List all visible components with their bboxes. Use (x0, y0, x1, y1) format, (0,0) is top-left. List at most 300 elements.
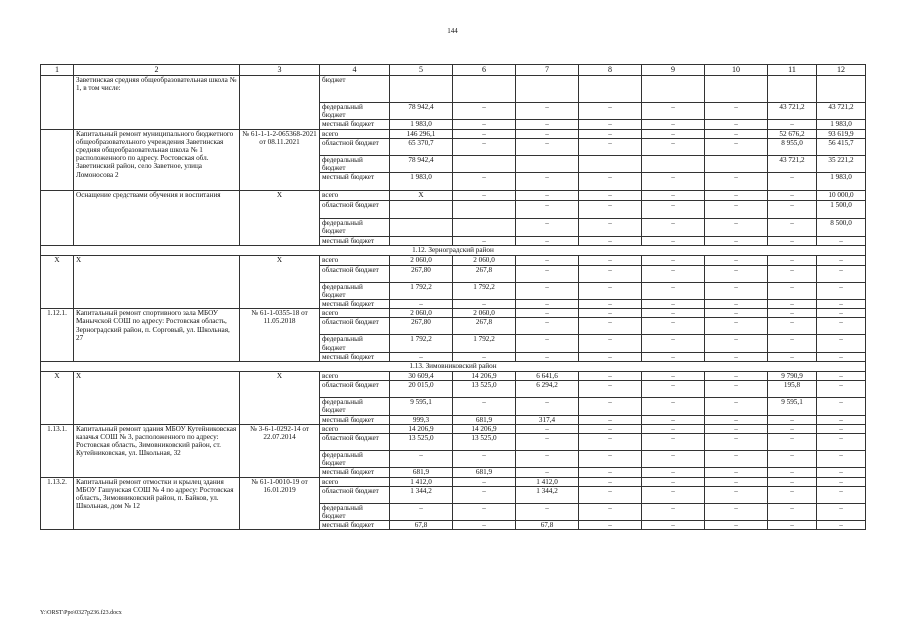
table-cell: – (705, 265, 768, 282)
table-cell: X (390, 191, 453, 201)
table-cell: X (240, 191, 320, 246)
table-cell: 681,9 (390, 468, 453, 477)
table-cell (390, 76, 453, 103)
table-cell: всего (320, 477, 390, 486)
table-cell: 13 525,0 (453, 381, 516, 398)
column-header: 6 (453, 65, 516, 76)
table-cell: – (516, 468, 579, 477)
table-cell: – (453, 398, 516, 415)
table-cell: – (579, 120, 642, 129)
table-row (41, 191, 866, 201)
table-cell: – (817, 486, 866, 503)
table-cell: – (705, 372, 768, 381)
table-cell: областной бюджет (320, 201, 390, 219)
table-cell: – (642, 103, 705, 120)
table-cell: – (817, 468, 866, 477)
section-row (41, 362, 866, 372)
table-cell (579, 76, 642, 103)
table-cell: – (642, 309, 705, 318)
table-cell: всего (320, 191, 390, 201)
table-cell: – (516, 256, 579, 265)
table-cell: – (453, 237, 516, 246)
table-cell: – (642, 237, 705, 246)
table-cell: – (768, 451, 817, 468)
table-cell: – (768, 300, 817, 309)
table-cell: – (817, 282, 866, 299)
table-cell: 1 983,0 (390, 120, 453, 129)
table-cell: – (817, 434, 866, 451)
table-cell: – (817, 372, 866, 381)
table-cell: – (516, 191, 579, 201)
table-cell: – (768, 173, 817, 191)
table-cell: – (579, 468, 642, 477)
table-cell: областной бюджет (320, 486, 390, 503)
table-cell: – (579, 372, 642, 381)
table-cell: – (642, 468, 705, 477)
table-cell: – (817, 424, 866, 433)
table-cell: № 3-6-1-0292-14 от 22.07.2014 (240, 424, 320, 477)
table-cell: – (705, 237, 768, 246)
table-cell: – (705, 120, 768, 129)
table-cell: 317,4 (516, 415, 579, 424)
table-cell: федеральный бюджет (320, 282, 390, 299)
table-cell: – (642, 424, 705, 433)
table-cell: – (453, 477, 516, 486)
table-cell: всего (320, 309, 390, 318)
table-cell: 2 060,0 (453, 256, 516, 265)
table-cell: 14 206,9 (453, 372, 516, 381)
table-cell (768, 76, 817, 103)
table-cell: – (705, 381, 768, 398)
table-cell: 267,8 (453, 318, 516, 335)
table-cell: – (516, 424, 579, 433)
table-cell: Капитальный ремонт здания МБОУ Кутейниковская казачья СОШ № 3, расположенного по адресу: Ростовская область, Зимовниковский район, ст. Кутейниковская, ул. Школьная, 32 (74, 424, 240, 477)
table-row (41, 477, 866, 486)
table-cell: Капитальный ремонт отмостки и крылец здания МБОУ Гашунская СОШ № 4 по адресу: Ростовская область, Зимовниковский район, п. Байков, ул. Школьная, дом № 12 (74, 477, 240, 530)
table-cell: 9 790,9 (768, 372, 817, 381)
table-cell: – (516, 318, 579, 335)
table-cell: – (705, 521, 768, 530)
table-cell: – (642, 129, 705, 138)
table-cell: 267,8 (453, 265, 516, 282)
table-cell: – (768, 521, 817, 530)
table-cell: – (579, 300, 642, 309)
table-cell: федеральный бюджет (320, 335, 390, 352)
table-cell: 65 370,7 (390, 138, 453, 155)
table-cell: X (41, 372, 74, 425)
table-cell: 9 595,1 (390, 398, 453, 415)
table-cell: – (705, 129, 768, 138)
table-cell: 999,3 (390, 415, 453, 424)
table-cell: – (705, 468, 768, 477)
table-cell: областной бюджет (320, 434, 390, 451)
table-cell: 1 983,0 (390, 173, 453, 191)
table-cell: 146 296,1 (390, 129, 453, 138)
table-cell: – (768, 265, 817, 282)
table-cell: местный бюджет (320, 120, 390, 129)
table-cell: – (642, 398, 705, 415)
table-cell: – (579, 415, 642, 424)
table-cell: – (579, 381, 642, 398)
table-cell (817, 76, 866, 103)
column-header: 12 (817, 65, 866, 76)
table-row (41, 372, 866, 381)
table-cell: местный бюджет (320, 415, 390, 424)
table-cell: – (817, 503, 866, 520)
table-cell: – (705, 173, 768, 191)
table-cell: областной бюджет (320, 265, 390, 282)
table-cell: 1.12.1. (41, 309, 74, 362)
table-cell: 1.13.2. (41, 477, 74, 530)
table-cell: – (817, 318, 866, 335)
table-cell (453, 219, 516, 237)
table-cell: – (390, 451, 453, 468)
table-cell: – (579, 486, 642, 503)
table-cell: 56 415,7 (817, 138, 866, 155)
table-cell: – (642, 191, 705, 201)
table-cell: – (579, 477, 642, 486)
table-cell: – (642, 173, 705, 191)
table-cell: 2 060,0 (453, 309, 516, 318)
table-row (41, 76, 866, 103)
table-cell: 8 500,0 (817, 219, 866, 237)
table-cell: – (516, 237, 579, 246)
table-cell: – (705, 219, 768, 237)
table-cell: – (817, 398, 866, 415)
table-cell: 2 060,0 (390, 256, 453, 265)
table-cell: – (516, 300, 579, 309)
table-cell: 267,80 (390, 265, 453, 282)
column-header: 7 (516, 65, 579, 76)
table-cell: 1 344,2 (516, 486, 579, 503)
table-cell (642, 76, 705, 103)
table-cell: 35 221,2 (817, 155, 866, 172)
table-cell: X (74, 256, 240, 309)
table-cell: 93 619,9 (817, 129, 866, 138)
table-cell (390, 201, 453, 219)
table-cell: – (817, 477, 866, 486)
column-header: 11 (768, 65, 817, 76)
table-cell: – (768, 424, 817, 433)
table-cell: 9 595,1 (768, 398, 817, 415)
table-cell: – (768, 237, 817, 246)
table-cell: всего (320, 372, 390, 381)
table-row (41, 309, 866, 318)
table-cell (453, 76, 516, 103)
table-cell: – (516, 138, 579, 155)
table-cell: – (579, 282, 642, 299)
table-cell: – (516, 398, 579, 415)
table-cell: 43 721,2 (768, 155, 817, 172)
table-cell: – (642, 415, 705, 424)
table-cell: – (579, 335, 642, 352)
table-cell (516, 155, 579, 172)
table-cell: X (240, 256, 320, 309)
table-cell: – (817, 381, 866, 398)
table-cell: – (768, 219, 817, 237)
table-cell: – (516, 120, 579, 129)
section-row (41, 246, 866, 256)
table-cell: 1 792,2 (390, 335, 453, 352)
table-cell: – (579, 521, 642, 530)
table-cell: – (642, 521, 705, 530)
table-cell: – (768, 256, 817, 265)
table-cell (41, 129, 74, 191)
table-cell: областной бюджет (320, 318, 390, 335)
table-cell: 1 983,0 (817, 173, 866, 191)
table-cell: – (705, 318, 768, 335)
table-cell: – (705, 352, 768, 361)
table-cell: – (768, 468, 817, 477)
table-cell: местный бюджет (320, 237, 390, 246)
table-cell: – (579, 173, 642, 191)
table-cell: областной бюджет (320, 381, 390, 398)
table-cell: Оснащение средствами обучения и воспитания (74, 191, 240, 246)
table-cell: – (817, 352, 866, 361)
table-cell: – (453, 352, 516, 361)
table-cell: – (705, 335, 768, 352)
table-cell: – (579, 503, 642, 520)
table-cell: федеральный бюджет (320, 219, 390, 237)
table-cell: – (516, 434, 579, 451)
table-cell: федеральный бюджет (320, 103, 390, 120)
table-cell: – (642, 477, 705, 486)
table-cell: – (579, 318, 642, 335)
table-cell: 681,9 (453, 468, 516, 477)
table-cell: – (516, 265, 579, 282)
table-cell: 13 525,0 (390, 434, 453, 451)
table-cell: – (705, 300, 768, 309)
table-cell: – (516, 282, 579, 299)
header-row (41, 65, 866, 76)
table-cell: 20 015,0 (390, 381, 453, 398)
table-cell: X (240, 372, 320, 425)
table-cell: 52 676,2 (768, 129, 817, 138)
column-header: 8 (579, 65, 642, 76)
table-cell: 14 206,9 (390, 424, 453, 433)
table-cell: – (705, 282, 768, 299)
column-header: 2 (74, 65, 240, 76)
table-cell: – (817, 335, 866, 352)
table-cell: – (579, 451, 642, 468)
table-cell: – (768, 477, 817, 486)
table-cell: – (516, 173, 579, 191)
table-cell: – (579, 201, 642, 219)
table-cell: областной бюджет (320, 138, 390, 155)
table-row (41, 424, 866, 433)
table-cell (705, 76, 768, 103)
table-cell (642, 155, 705, 172)
table-cell: – (579, 424, 642, 433)
table-cell: 78 942,4 (390, 155, 453, 172)
table-cell: всего (320, 256, 390, 265)
table-cell: 681,9 (453, 415, 516, 424)
table-cell: – (642, 503, 705, 520)
table-cell: 1 500,0 (817, 201, 866, 219)
table-cell: всего (320, 129, 390, 138)
table-cell: – (705, 201, 768, 219)
table-cell: – (642, 300, 705, 309)
table-cell (390, 219, 453, 237)
table-cell: – (817, 256, 866, 265)
table-cell: 13 525,0 (453, 434, 516, 451)
table-cell: – (453, 300, 516, 309)
table-cell: федеральный бюджет (320, 503, 390, 520)
table-cell: – (453, 503, 516, 520)
table-cell: 2 060,0 (390, 309, 453, 318)
table-cell: – (817, 451, 866, 468)
table-cell: – (516, 335, 579, 352)
table-cell: – (768, 415, 817, 424)
table-cell: – (516, 103, 579, 120)
table-cell: – (768, 201, 817, 219)
table-cell: 14 206,9 (453, 424, 516, 433)
column-header: 9 (642, 65, 705, 76)
table-cell: – (516, 129, 579, 138)
table-row (41, 129, 866, 138)
table-cell: – (705, 398, 768, 415)
table-cell: – (390, 300, 453, 309)
table-cell: – (516, 503, 579, 520)
section-title: 1.13. Зимовниковский район (41, 362, 866, 372)
table-row (41, 256, 866, 265)
table-cell: 8 955,0 (768, 138, 817, 155)
table-cell: местный бюджет (320, 352, 390, 361)
page-number: 144 (447, 27, 458, 35)
table-cell: – (579, 256, 642, 265)
table-cell: – (516, 201, 579, 219)
table-cell: – (579, 191, 642, 201)
table-cell: – (642, 138, 705, 155)
table-cell: 6 294,2 (516, 381, 579, 398)
table-cell: 1 412,0 (516, 477, 579, 486)
table-cell: – (768, 309, 817, 318)
table-cell: – (642, 201, 705, 219)
column-header: 3 (240, 65, 320, 76)
table-cell: – (453, 451, 516, 468)
table-cell: – (642, 381, 705, 398)
table-cell: – (768, 282, 817, 299)
table-cell: – (705, 309, 768, 318)
section-title: 1.12. Зерноградский район (41, 246, 866, 256)
table-cell: 1 792,2 (390, 282, 453, 299)
table-cell: – (453, 521, 516, 530)
table-cell: – (642, 352, 705, 361)
budget-table (40, 64, 866, 530)
table-cell: 267,80 (390, 318, 453, 335)
table-cell: – (579, 309, 642, 318)
table-cell: 6 641,6 (516, 372, 579, 381)
table-cell: – (705, 138, 768, 155)
table-cell: местный бюджет (320, 468, 390, 477)
table-cell: Капитальный ремонт муниципального бюджетного общеобразовательного учреждения Заветинская средняя общеобразовательная школа № 1 расположенного по адресу. Ростовская обл. Заветинский район, село Заветное, улица Ломоносова 2 (74, 129, 240, 191)
table-cell: – (453, 120, 516, 129)
table-cell: – (817, 309, 866, 318)
table-cell: 78 942,4 (390, 103, 453, 120)
table-cell: – (579, 434, 642, 451)
table-cell: – (817, 415, 866, 424)
table-cell: – (579, 138, 642, 155)
column-header: 1 (41, 65, 74, 76)
table-cell (41, 191, 74, 246)
table-cell: – (768, 486, 817, 503)
table-cell: 1 983,0 (817, 120, 866, 129)
table-cell: № 61-1-0355-18 от 11.05.2018 (240, 309, 320, 362)
table-cell (579, 155, 642, 172)
table-cell: 67,8 (516, 521, 579, 530)
table-cell: X (74, 372, 240, 425)
table-cell: 1 792,2 (453, 335, 516, 352)
table-cell: – (579, 129, 642, 138)
table-cell: – (642, 434, 705, 451)
table-cell: – (642, 282, 705, 299)
table-cell: – (768, 503, 817, 520)
table-cell: – (516, 309, 579, 318)
table-cell: – (516, 219, 579, 237)
column-header: 4 (320, 65, 390, 76)
table-cell: – (705, 503, 768, 520)
table-cell: 67,8 (390, 521, 453, 530)
table-cell: – (817, 300, 866, 309)
table-cell: местный бюджет (320, 173, 390, 191)
table-cell: – (768, 191, 817, 201)
table-cell: Заветинская средняя общеобразовательная школа № 1, в том числе: (74, 76, 240, 130)
table-cell: – (579, 103, 642, 120)
table-cell (41, 76, 74, 130)
table-cell: – (579, 237, 642, 246)
table-cell (390, 237, 453, 246)
table-cell: – (642, 318, 705, 335)
table-cell: – (705, 451, 768, 468)
table-cell: – (642, 372, 705, 381)
table-cell: – (642, 256, 705, 265)
table-cell: бюджет (320, 76, 390, 103)
table-cell: – (705, 191, 768, 201)
table-cell: 1 412,0 (390, 477, 453, 486)
table-cell (705, 155, 768, 172)
table-cell: – (453, 191, 516, 201)
table-cell: – (642, 451, 705, 468)
table-cell: федеральный бюджет (320, 451, 390, 468)
table-cell: – (642, 265, 705, 282)
table-cell: – (705, 256, 768, 265)
table-cell: – (642, 219, 705, 237)
table-cell: – (768, 318, 817, 335)
table-cell: – (453, 486, 516, 503)
table-cell: 195,8 (768, 381, 817, 398)
table-cell: – (453, 129, 516, 138)
table-cell (240, 76, 320, 130)
table-cell: – (579, 398, 642, 415)
table-cell: всего (320, 424, 390, 433)
table-cell: Капитальный ремонт спортивного зала МБОУ Манычской СОШ по адресу: Ростовская область, Зерноградский район, п. Сорговый, ул. Школьная, 27 (74, 309, 240, 362)
table-cell: – (768, 434, 817, 451)
table-cell: – (642, 335, 705, 352)
table-cell: – (817, 265, 866, 282)
column-header: 10 (705, 65, 768, 76)
table-cell: 30 609,4 (390, 372, 453, 381)
table-cell: – (453, 138, 516, 155)
table-cell: местный бюджет (320, 300, 390, 309)
table-cell (453, 155, 516, 172)
table-cell: 1.13.1. (41, 424, 74, 477)
table-cell: – (579, 265, 642, 282)
table-cell: № 61-1-1-2-065368-2021 от 08.11.2021 (240, 129, 320, 191)
table-cell: – (579, 219, 642, 237)
table-cell: – (705, 434, 768, 451)
table-cell: федеральный бюджет (320, 398, 390, 415)
table-cell: – (817, 237, 866, 246)
